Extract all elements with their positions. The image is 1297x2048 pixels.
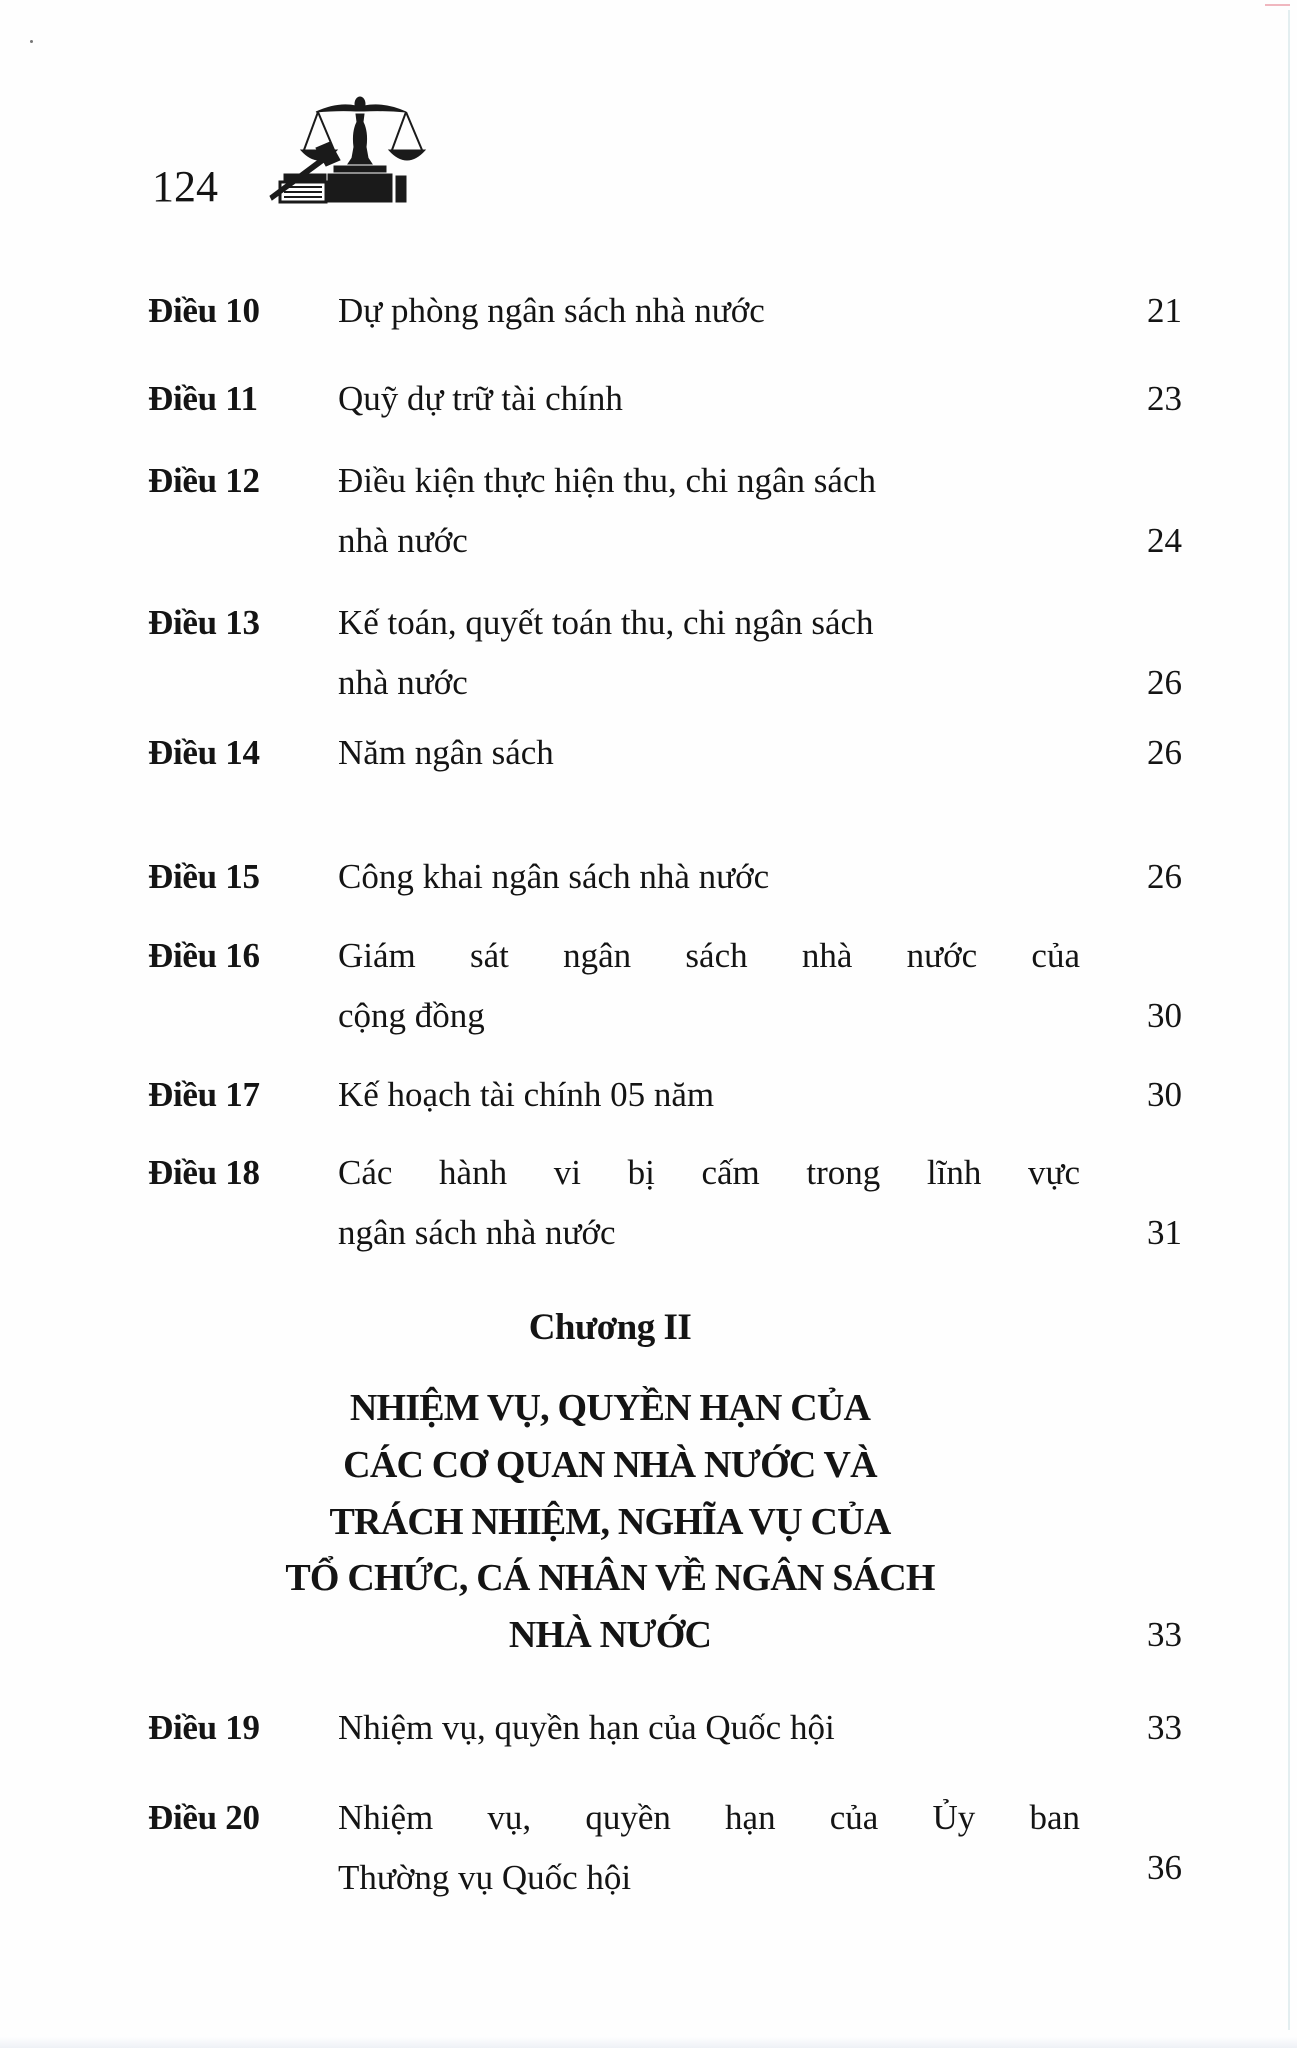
article-title-line: Điều kiện thực hiện thu, chi ngân sách [338, 461, 876, 500]
article-title-line: Nhiệm vụ, quyền hạn của Ủy ban [338, 1798, 1080, 1837]
article-page-number: 36 [1147, 1848, 1182, 1887]
article-title [338, 1065, 1080, 1125]
article-title [338, 369, 1080, 429]
article-page-number: 21 [1147, 291, 1182, 330]
article-title-line: Giám sát ngân sách nhà nước của [338, 936, 1080, 975]
article-title [338, 451, 1080, 571]
article-title-line: ngân sách nhà nước [338, 1213, 616, 1252]
article-title [338, 1788, 1080, 1908]
article-title-line: Kế hoạch tài chính 05 năm [338, 1075, 715, 1114]
article-label: Điều 12 [148, 461, 260, 500]
page-edge-mark [1265, 4, 1290, 6]
article-title [338, 281, 1080, 341]
article-title [338, 847, 1080, 907]
article-page-number: 24 [1147, 521, 1182, 560]
article-title-line: Năm ngân sách [338, 733, 554, 772]
article-page-number: 26 [1147, 733, 1182, 772]
article-label: Điều 11 [148, 379, 258, 418]
article-page-number: 30 [1147, 1075, 1182, 1114]
article-label: Điều 15 [148, 857, 260, 896]
chapter-title-line: NHÀ NƯỚC [508, 1614, 712, 1657]
article-page-number: 23 [1147, 379, 1182, 418]
article-title-line: nhà nước [338, 521, 468, 560]
chapter-title-line: CÁC CƠ QUAN NHÀ NƯỚC VÀ [343, 1443, 877, 1486]
article-title-line: Dự phòng ngân sách nhà nước [338, 291, 765, 330]
article-title-line: Kế toán, quyết toán thu, chi ngân sách [338, 603, 874, 642]
article-title [338, 926, 1080, 1046]
scan-speck [30, 40, 33, 43]
article-title-line: Công khai ngân sách nhà nước [338, 857, 770, 896]
chapter-title [180, 1380, 1040, 1664]
article-title-line: Nhiệm vụ, quyền hạn của Quốc hội [338, 1708, 835, 1747]
page-edge-line [1288, 10, 1290, 2030]
article-title [338, 1698, 1080, 1758]
article-title-line: Thường vụ Quốc hội [338, 1858, 632, 1897]
page-bottom-shadow [0, 2036, 1297, 2048]
article-label: Điều 18 [148, 1153, 260, 1192]
article-page-number: 26 [1147, 857, 1182, 896]
article-title [338, 593, 1080, 713]
article-label: Điều 13 [148, 603, 260, 642]
chapter-title-line: NHIỆM VỤ, QUYỀN HẠN CỦA [349, 1387, 871, 1429]
article-title [338, 723, 1080, 783]
article-title [338, 1143, 1080, 1263]
article-label: Điều 16 [148, 936, 260, 975]
article-title-line: cộng đồng [338, 996, 485, 1035]
article-label: Điều 17 [148, 1075, 260, 1114]
chapter-page-number: 33 [1147, 1615, 1182, 1654]
article-title-line: nhà nước [338, 663, 468, 702]
article-label: Điều 19 [148, 1708, 260, 1747]
article-label: Điều 14 [148, 733, 260, 772]
scales-of-justice-icon [268, 92, 440, 208]
article-title-line: Quỹ dự trữ tài chính [338, 379, 623, 418]
article-title-line: Các hành vi bị cấm trong lĩnh vực [338, 1153, 1080, 1192]
page-number: 124 [152, 162, 218, 211]
article-label: Điều 10 [148, 291, 260, 330]
article-page-number: 30 [1147, 996, 1182, 1035]
article-page-number: 33 [1147, 1708, 1182, 1747]
article-page-number: 26 [1147, 663, 1182, 702]
article-page-number: 31 [1147, 1213, 1182, 1252]
chapter-title-line: TỔ CHỨC, CÁ NHÂN VỀ NGÂN SÁCH [285, 1557, 935, 1600]
article-label: Điều 20 [148, 1798, 260, 1837]
chapter-title-line: TRÁCH NHIỆM, NGHĨA VỤ CỦA [329, 1500, 891, 1543]
chapter-label: Chương II [528, 1307, 692, 1348]
